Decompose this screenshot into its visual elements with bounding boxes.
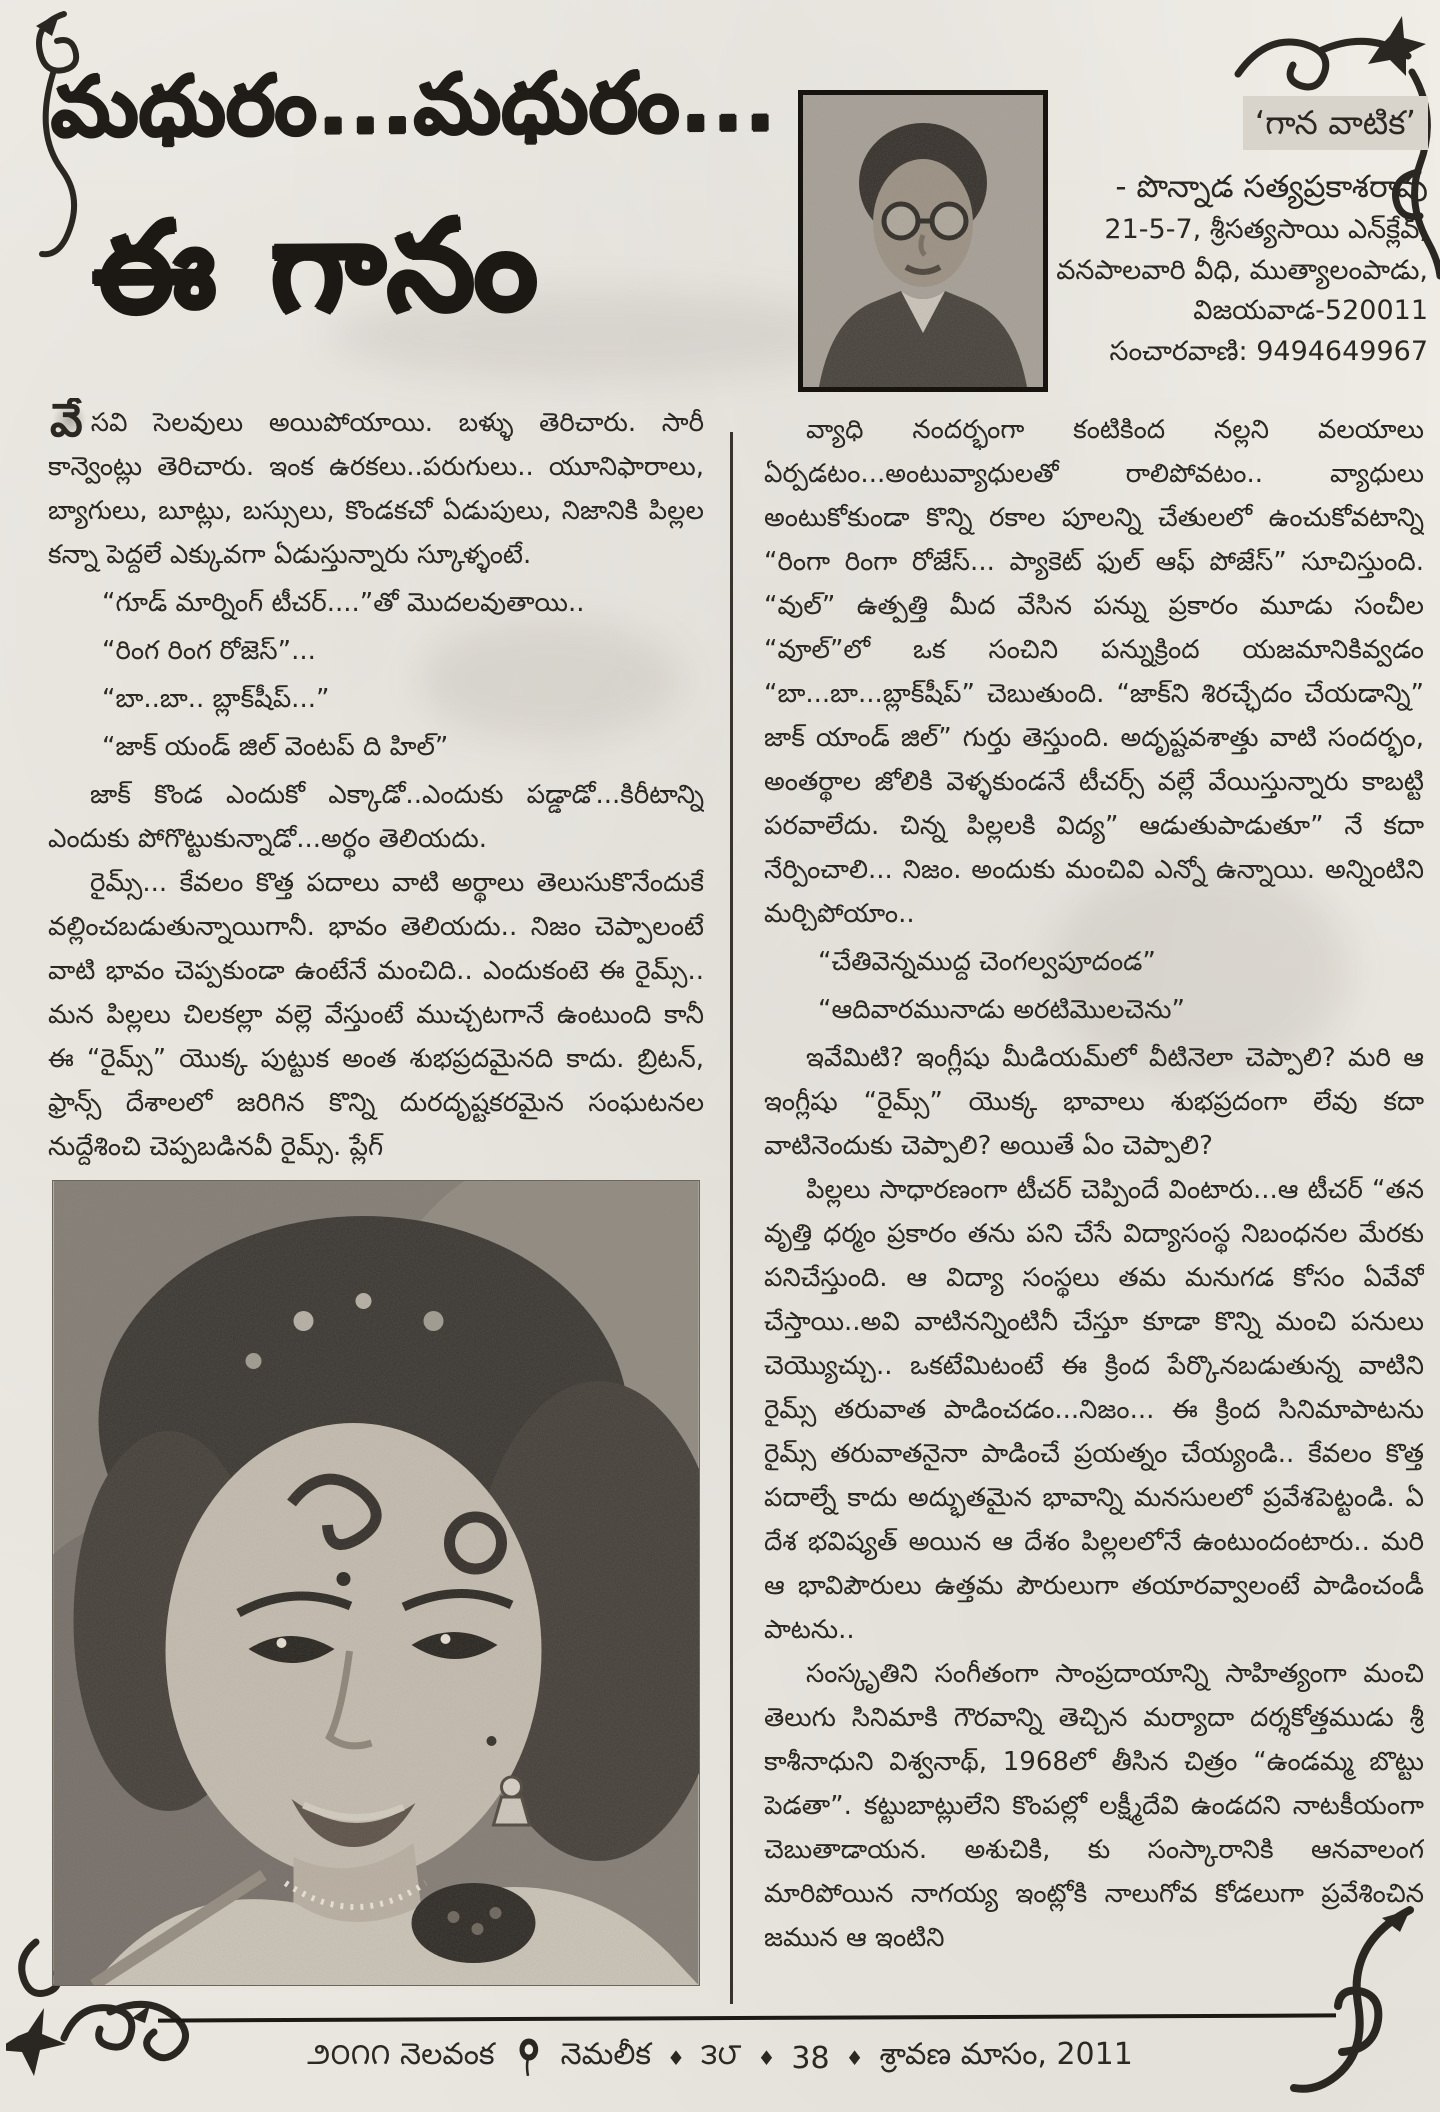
article-title [50, 55, 777, 371]
paragraph [48, 398, 704, 577]
series-badge: ‘గాన వాటిక’ [1243, 96, 1428, 150]
footer-issue-number: 38 [791, 2040, 830, 2076]
dialogue-line: “ఆదివారమునాడు అరటిమొలచెను” [818, 995, 1185, 1025]
address-line-2: వనపాలవారి వీధి, ముత్యాలంపాడు, [1056, 254, 1428, 286]
page-title-line2: ఈ గానం [91, 193, 544, 341]
paragraph: జాక్ కొండ ఎందుకో ఎక్కాడో..ఎందుకు పడ్డాడో...కిరీటాన్ని ఎందుకు పోగొట్టుకున్నాడో...అర్థం తెలియదు. [48, 780, 704, 854]
paragraph: పిల్లలు సాధారణంగా టీచర్ చెప్పిందే వింటారు...ఆ టీచర్ “తన వృత్తి ధర్మం ప్రకారం తను పని చేసే విద్యాసంస్థ నిబంధనల మేరకు పనిచేస్తుంది. ఆ విద్యా సంస్థలు తమ మనుగడ కోసం ఏవేవో చేస్తాయి..అవి వాటినన్నింటినీ చేస్తూ కూడా కొన్ని మంచి పనులు చెయ్యొచ్చు.. ఒకటేమిటంటే ఈ క్రింద పేర్కొనబడుతున్న వాటిని రైమ్స్ తరువాత పాడించడం...నిజం... ఈ క్రింద సినిమాపాటను రైమ్స్ తరువాతనైనా పాడించే ప్రయత్నం చేయ్యండి.. కేవలం కొత్త పదాల్నే కాదు అద్భుతమైన భావాన్ని మనసులలో ప్రవేశపెట్టండి. ఏ దేశ భవిష్యత్ అయిన ఆ దేశం పిల్లలలోనే ఉంటుందంటారు.. మరి ఆ భావిపౌరులు ఉత్తమ పౌరులుగా తయారవ్వాలంటే పాడించండీ పాటను.. [764, 1175, 1424, 1645]
footer-rule [158, 2013, 1336, 2022]
diamond-separator: ♦ [845, 2046, 864, 2070]
paragraph: వ్యాధి నందర్భంగా కంటికింద నల్లని వలయాలు ఏర్పడటం...అంటువ్యాధులతో రాలిపోవటం.. వ్యాధులు అంటుకోకుండా కొన్ని రకాల పూలన్ని చేతులలో ఉంచుకోవటాన్ని “రింగా రింగా రోజేస్... ప్యాకెట్ ఫుల్ ఆఫ్ పోజేస్” సూచిస్తుంది. “వుల్” ఉత్పత్తి మీద వేసిన పన్ను ప్రకారం మూడు సంచీల “వూల్”లో ఒక సంచిని పన్నుక్రింద యజమానికివ్వడం “బా...బా...బ్లాక్‌షీప్” చెబుతుంది. “జాక్‌ని శిరచ్ఛేదం చేయడాన్ని” జాక్ యాండ్ జిల్” గుర్తు తెస్తుంది. అదృష్టవశాత్తు వాటి సందర్భం, అంతర్థాల జోలికి వెళ్ళకుండనే టీచర్స్ వల్లే వేయిస్తున్నారు కాబట్టి పరవాలేదు. చిన్న పిల్లలకి విద్య” ఆడుతుపాడుతూ” నే కదా నేర్పించాలి... నిజం. అందుకు మంచివి ఎన్నో ఉన్నాయి. అన్నింటిని మర్చిపోయాం.. [764, 415, 1424, 929]
peacock-feather-icon [511, 2036, 545, 2080]
author-photo [798, 90, 1048, 392]
diamond-separator: ♦ [757, 2046, 776, 2070]
paragraph: సంస్కృతిని సంగీతంగా సాంప్రదాయాన్ని సాహిత్యంగా మంచి తెలుగు సినిమాకి గౌరవాన్ని తెచ్చిన మర్యాదా దర్శకోత్తముడు శ్రీ కాశీనాధుని విశ్వనాథ్, 1968లో తీసిన చిత్రం “ఉండమ్మ బొట్టు పెడతా”. కట్టుబాట్లులేని కొంపల్లో లక్ష్మీదేవి ఉండదని నాటకీయంగా చెబుతాడాయన. అశుచికి, కు సంస్కారానికి ఆనవాలంగ మారిపోయిన నాగయ్య ఇంట్లోకి నాలుగోవ కోడలుగా ప్రవేశించిన జమున ఆ ఇంటిని [764, 1659, 1424, 1953]
dialogue-line: “బా..బా.. బ్లాక్‌షీప్...” [102, 684, 330, 714]
footer [0, 2036, 1440, 2080]
phone-number: సంచారవాణి: 9494649967 [1109, 335, 1428, 367]
dialogue-line: “గూడ్ మార్నింగ్ టీచర్....”తో మొదలవుతాయి.. [102, 588, 585, 618]
actress-photo [52, 1180, 700, 1986]
paragraph: ఇవేమిటి? ఇంగ్లీషు మీడియమ్‌లో వీటినెలా చెప్పాలి? మరి ఆ ఇంగ్లీషు “రైమ్స్” యొక్క భావాలు శుభప్రదంగా లేవు కదా వాటినెందుకు చెప్పాలి? అయితే ఏం చెప్పాలి? [764, 1043, 1424, 1161]
dialogue-line: “రింగ రింగ రోజెస్”... [102, 636, 316, 666]
address-line-1: 21-5-7, శ్రీసత్యసాయి ఎన్‌క్లేవ్, [1104, 214, 1428, 245]
paragraph-text: సవి సెలవులు అయిపోయాయి. బళ్ళు తెరిచారు. సారీ కాన్వెంట్లు తెరిచారు. ఇంక ఉరకలు..పరుగులు.. యూనిఫారాలు, బ్యాగులు, బూట్లు, బస్సులు, కొండకచో ఏడుపులు, నిజానికి పిల్లల కన్నా పెద్దలే ఎక్కువగా ఏడుస్తున్నారు స్కూళ్ళంటే. [48, 408, 704, 570]
byline-block [1052, 96, 1428, 372]
paragraph: రైమ్స్... కేవలం కొత్త పదాలు వాటి అర్థాలు తెలుసుకొనేందుకే వల్లించబడుతున్నాయిగానీ. భావం తెలియదు.. నిజం చెప్పాలంటే వాటి భావం చెప్పకుండా ఉంటేనే మంచిది.. ఎందుకంటె ఈ రైమ్స్.. మన పిల్లలు చిలకల్లా వల్లె వేస్తుంటే ముచ్చటగానే ఉంటుంది కానీ ఈ “రైమ్స్” యొక్క పుట్టుక అంత శుభప్రదమైనది కాదు. బ్రిటన్, ఫ్రాన్స్ దేశాలలో జరిగిన కొన్ని దురదృష్టకరమైన సంఘటనల నుద్దేశించి చెప్పబడినవీ రైమ్స్. ప్లేగ్ [48, 868, 704, 1162]
page-title: మధురం...మధురం... [50, 55, 777, 156]
column-divider [730, 432, 733, 2004]
article-column-2 [764, 408, 1424, 2004]
address-line-3: విజయవాడ-520011 [1193, 295, 1428, 326]
dialogue-line: “చేతివెన్నముద్ద చెంగల్వపూదండ” [818, 947, 1156, 977]
footer-issue-telugu: ౩౮ [700, 2037, 742, 2072]
dialogue-line: “జాక్ యండ్ జిల్ వెంటప్ ది హిల్” [102, 732, 449, 762]
footer-brand: నెమలీక [560, 2037, 652, 2072]
article-column-1 [48, 398, 704, 1176]
drop-cap: వే [48, 398, 91, 442]
footer-year: ౨౦౧౧ నెలవంక [307, 2037, 495, 2072]
diamond-separator: ♦ [667, 2046, 685, 2070]
author-name: - పొన్నాడ సత్యప్రకాశరావు [1115, 168, 1428, 205]
footer-month: శ్రావణ మాసం, 2011 [879, 2037, 1133, 2072]
